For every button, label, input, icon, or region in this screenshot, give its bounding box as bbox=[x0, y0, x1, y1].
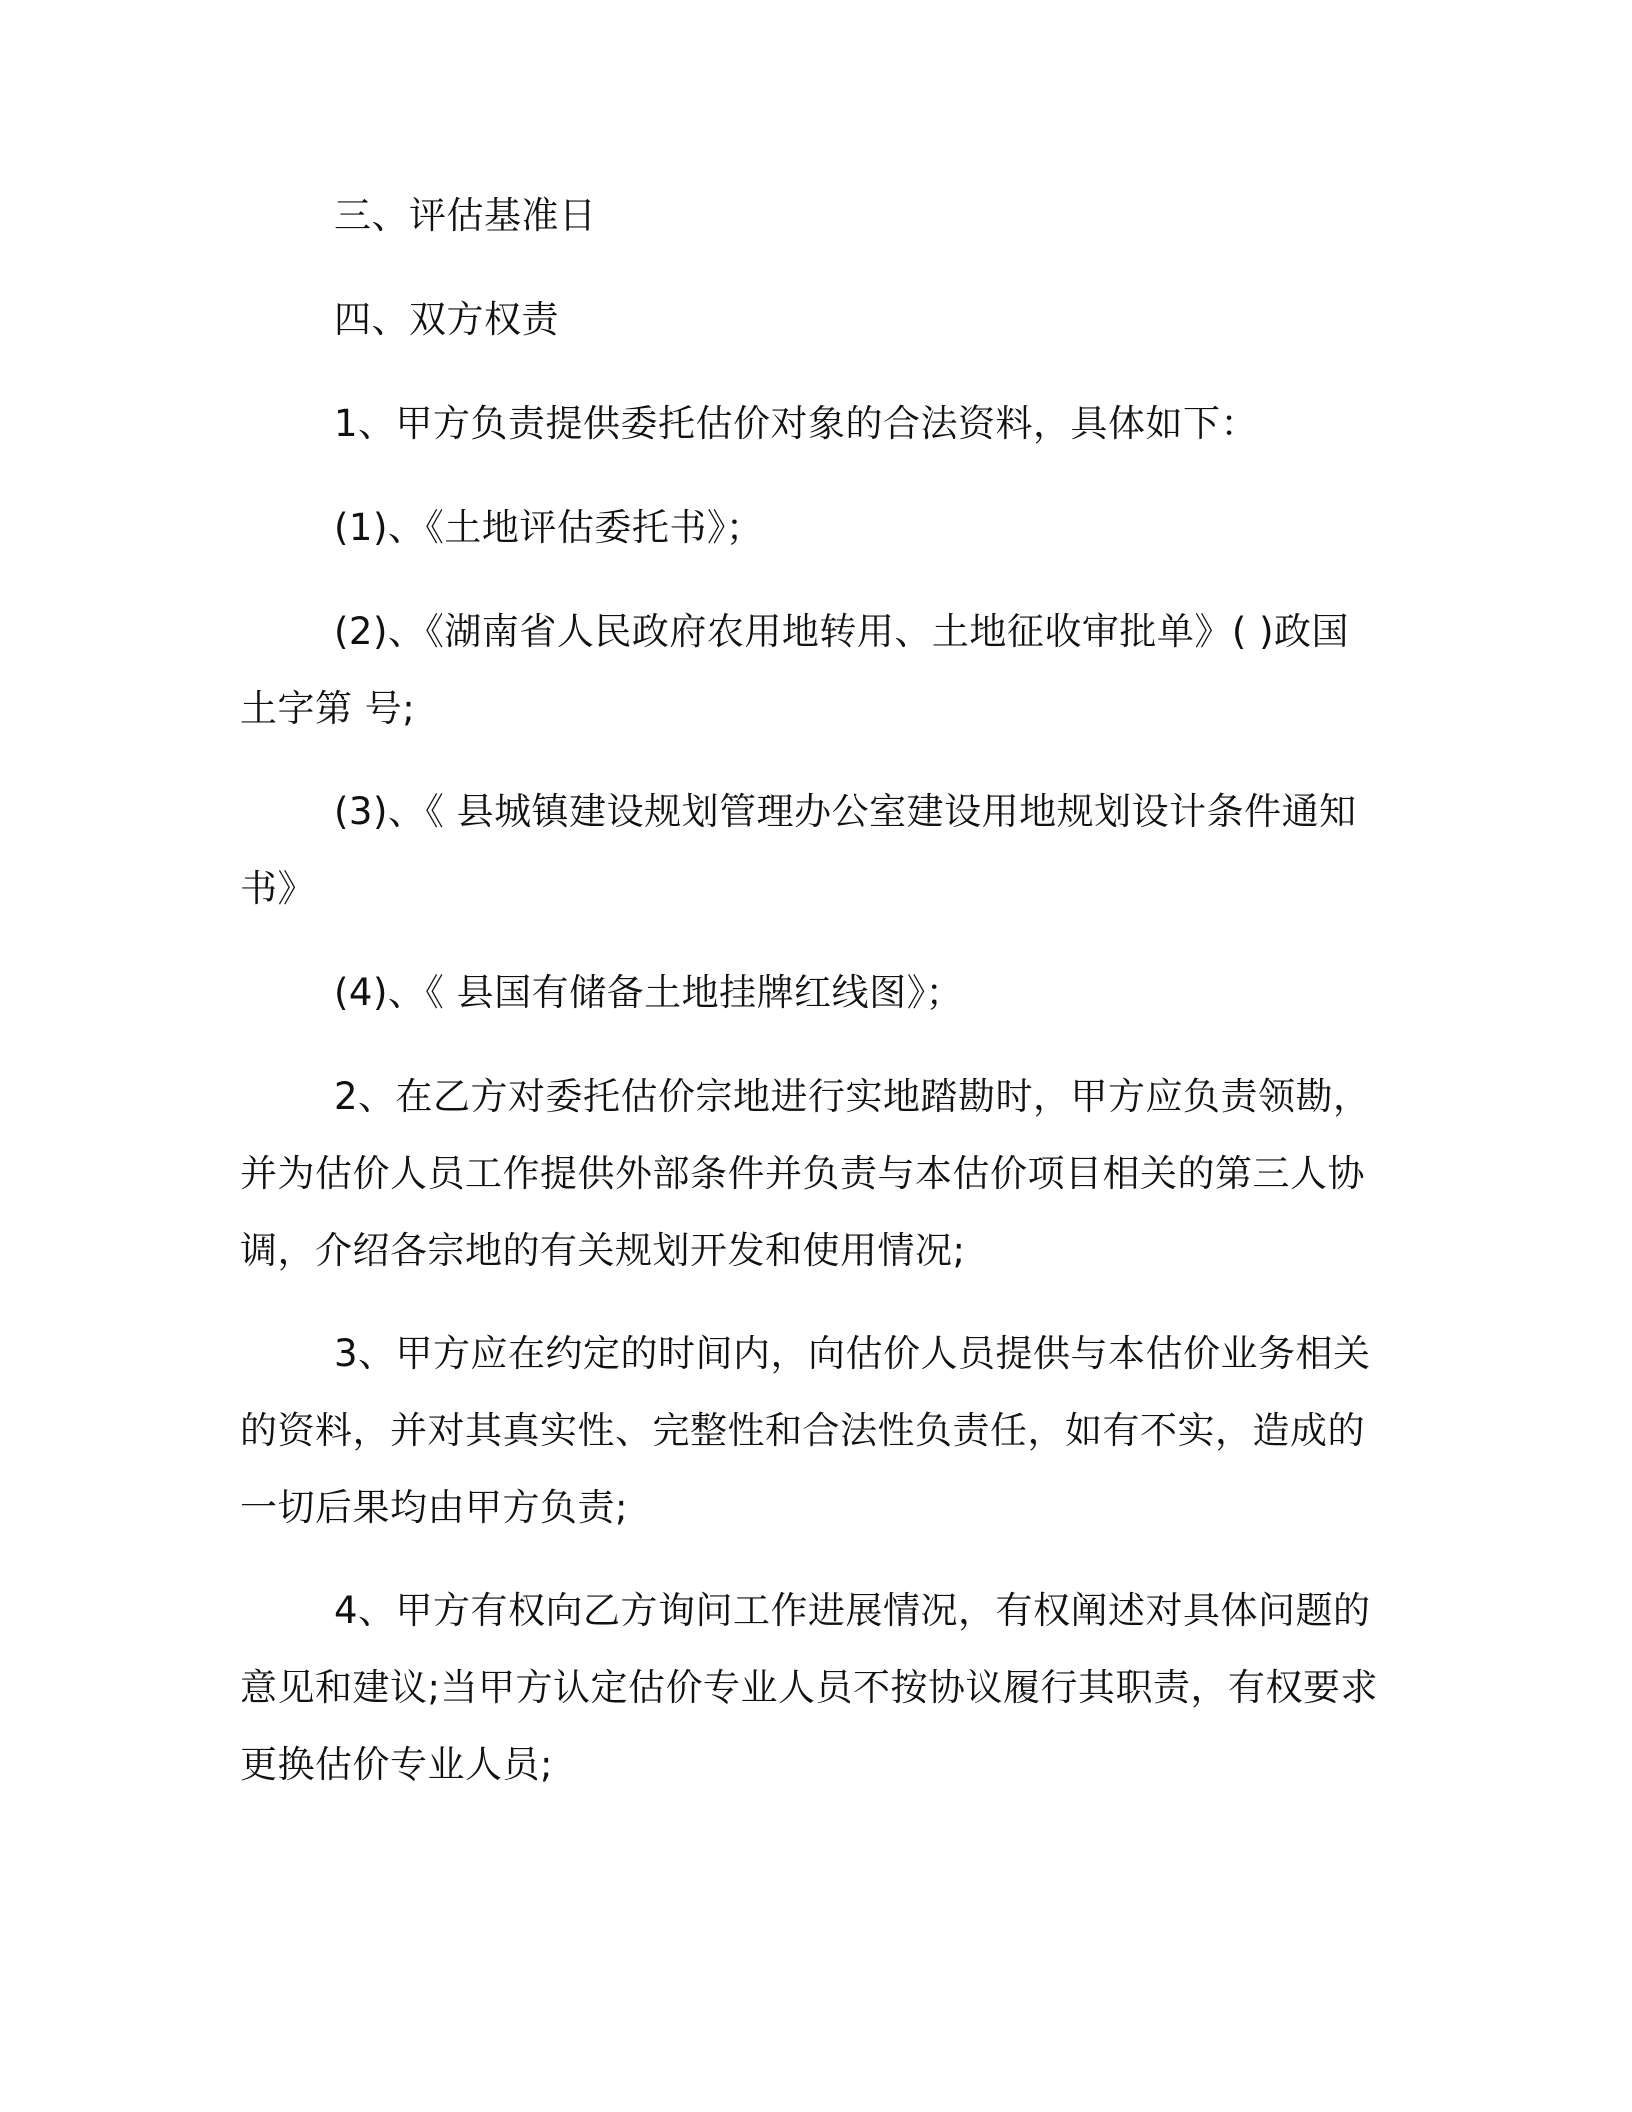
section-4-heading: 四、双方权责 bbox=[334, 298, 559, 341]
item-1-sub-3: (3)、《 县城镇建设规划管理办公室建设用地规划设计条件通知书》 bbox=[240, 790, 1357, 910]
item-1-sub-4: (4)、《 县国有储备土地挂牌红线图》； bbox=[334, 971, 964, 1014]
item-1-intro: 1、甲方负责提供委托估价对象的合法资料，具体如下： bbox=[334, 402, 1259, 445]
item-1-sub-2: (2)、《湖南省人民政府农用地转用、土地征收审批单》( )政国土字第 号; bbox=[240, 610, 1350, 730]
item-2-paragraph: 2、在乙方对委托估价宗地进行实地踏勘时，甲方应负责领勘，并为估价人员工作提供外部条件并负责与本估价项目相关的第三人协调，介绍各宗地的有关规划开发和使用情况; bbox=[240, 1075, 1371, 1272]
section-3-heading: 三、评估基准日 bbox=[334, 194, 597, 237]
item-3-paragraph: 3、甲方应在约定的时间内，向估价人员提供与本估价业务相关的资料，并对其真实性、完整性和合法性负责任，如有不实，造成的一切后果均由甲方负责; bbox=[240, 1332, 1371, 1529]
item-4-paragraph: 4、甲方有权向乙方询问工作进展情况，有权阐述对具体问题的意见和建议;当甲方认定估价专业人员不按协议履行其职责，有权要求更换估价专业人员; bbox=[240, 1589, 1378, 1786]
item-1-sub-1: (1)、《土地评估委托书》； bbox=[334, 506, 764, 549]
